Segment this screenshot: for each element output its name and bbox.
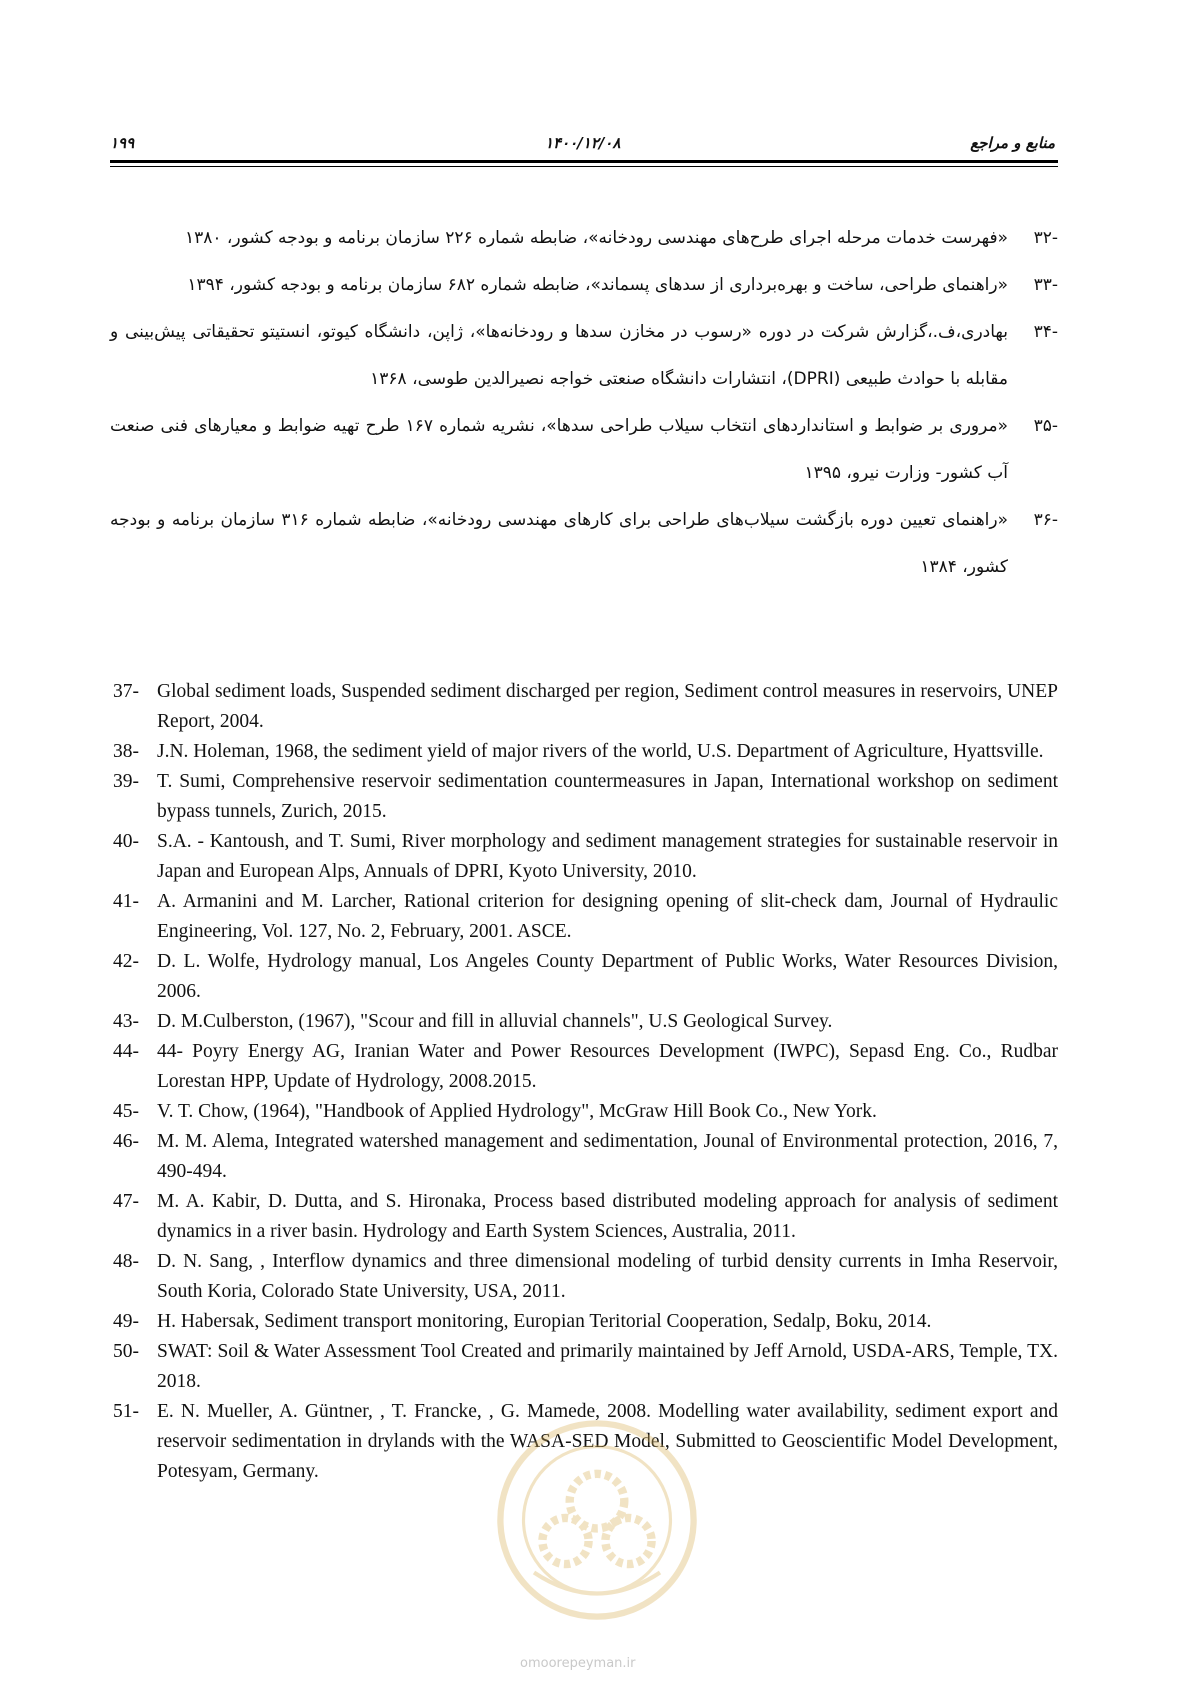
header-date: ۱۴۰۰/۱۲/۰۸ [545, 134, 621, 152]
list-item [113, 1337, 1058, 1397]
list-item [113, 1007, 1058, 1037]
reference-number: 37- [113, 681, 139, 702]
reference-text: E. N. Mueller, A. Güntner, , T. Francke, , G. Mamede, 2008. Modelling water availability, sediment export and reservoir sedimentation in drylands with the WASA-SED Model, Submitted to Geoscientific Model Development, Potesyam, Germany. [157, 1401, 1058, 1482]
header-rule [110, 160, 1058, 163]
reference-text: D. M.Culberston, (1967), "Scour and fill in alluvial channels", U.S Geological Survey. [157, 1011, 833, 1032]
header-rule-thin [110, 166, 1058, 167]
reference-number: 43- [113, 1011, 139, 1032]
reference-number: 45- [113, 1101, 139, 1122]
english-reference-list [113, 677, 1058, 1487]
seal-outer-ring [500, 1423, 693, 1616]
reference-number: 42- [113, 951, 139, 972]
list-item [113, 677, 1058, 737]
reference-number: -۳۲ [1033, 228, 1058, 248]
list-item [113, 1037, 1058, 1097]
reference-number: 50- [113, 1341, 139, 1362]
list-item [113, 1187, 1058, 1247]
seal-inner-ring [524, 1447, 671, 1594]
reference-number: 44- [113, 1041, 139, 1062]
reference-number: 51- [113, 1401, 139, 1422]
list-item [113, 887, 1058, 947]
watermark-seal [492, 1415, 702, 1625]
list-item [113, 1307, 1058, 1337]
reference-text: «مروری بر ضوابط و استانداردهای انتخاب سیلاب طراحی سدها»، نشریه شماره ۱۶۷ طرح تهیه ضوابط و معیارهای فنی صنعت آب کشور- وزارت نیرو، ۱۳۹۵ [110, 416, 1009, 483]
reference-number: 38- [113, 741, 139, 762]
reference-text: J.N. Holeman, 1968, the sediment yield of major rivers of the world, U.S. Department of Agriculture, Hyattsville. [157, 741, 1044, 762]
reference-number: -۳۶ [1033, 510, 1058, 530]
list-item [113, 737, 1058, 767]
wreath-icon [534, 1573, 660, 1594]
page-header [110, 126, 1055, 154]
reference-number: -۳۳ [1033, 275, 1058, 295]
reference-text: H. Habersak, Sediment transport monitoring, Europian Teritorial Cooperation, Sedalp, Boku, 2014. [157, 1311, 932, 1332]
list-item [113, 1247, 1058, 1307]
reference-text: «راهنمای تعیین دوره بازگشت سیلاب‌های طراحی برای کارهای مهندسی رودخانه»، ضابطه شماره ۳۱۶ سازمان برنامه و بودجه کشور، ۱۳۸۴ [110, 510, 1008, 577]
list-item [113, 947, 1058, 1007]
reference-text: 44- Poyry Energy AG, Iranian Water and Power Resources Development (IWPC), Sepasd Eng. Co., Rudbar Lorestan HPP, Update of Hydrology, 2008.2015. [157, 1041, 1058, 1092]
page-number: ۱۹۹ [110, 134, 135, 152]
reference-number: 41- [113, 891, 139, 912]
reference-text: «راهنمای طراحی، ساخت و بهره‌برداری از سدهای پسماند»، ضابطه شماره ۶۸۲ سازمان برنامه و بودجه کشور، ۱۳۹۴ [187, 275, 1008, 295]
list-item [113, 767, 1058, 827]
reference-text: Global sediment loads, Suspended sediment discharged per region, Sediment control measures in reservoirs, UNEP Report, 2004. [157, 681, 1058, 732]
list-item [113, 1127, 1058, 1187]
reference-text: بهادری،ف.،گزارش شرکت در دوره «رسوب در مخازن سدها و رودخانه‌ها»، ژاپن، دانشگاه کیوتو، انستیتو تحقیقاتی پیش‌بینی و مقابله با حوادث طبیعی (DPRI)، انتشارات دانشگاه صنعتی خواجه نصیرالدین طوسی، ۱۳۶۸ [110, 322, 1008, 389]
reference-number: -۳۵ [1033, 416, 1058, 436]
reference-text: A. Armanini and M. Larcher, Rational criterion for designing opening of slit-check dam, Journal of Hydraulic Engineering, Vol. 127, No. 2, February, 2001. ASCE. [157, 891, 1058, 942]
gear-icon [570, 1474, 625, 1529]
section-title: منابع و مراجع [970, 134, 1055, 152]
list-item [113, 827, 1058, 887]
reference-number: -۳۴ [1033, 322, 1058, 342]
list-item [110, 497, 1058, 591]
reference-text: SWAT: Soil & Water Assessment Tool Created and primarily maintained by Jeff Arnold, USDA-ARS, Temple, TX. 2018. [157, 1341, 1058, 1392]
reference-text: «فهرست خدمات مرحله اجرای طرح‌های مهندسی رودخانه»، ضابطه شماره ۲۲۶ سازمان برنامه و بودجه کشور، ۱۳۸۰ [184, 228, 1008, 248]
reference-text: D. L. Wolfe, Hydrology manual, Los Angeles County Department of Public Works, Water Resources Division, 2006. [157, 951, 1058, 1002]
reference-text: S.A. - Kantoush, and T. Sumi, River morphology and sediment management strategies for sustainable reservoir in Japan and European Alps, Annuals of DPRI, Kyoto University, 2010. [157, 831, 1058, 882]
list-item [110, 262, 1058, 309]
reference-text: M. M. Alema, Integrated watershed management and sedimentation, Jounal of Environmental protection, 2016, 7, 490-494. [157, 1131, 1058, 1182]
list-item [110, 309, 1058, 403]
reference-number: 40- [113, 831, 139, 852]
reference-text: D. N. Sang, , Interflow dynamics and three dimensional modeling of turbid density currents in Imha Reservoir, South Koria, Colorado State University, USA, 2011. [157, 1251, 1058, 1302]
reference-number: 49- [113, 1311, 139, 1332]
reference-number: 48- [113, 1251, 139, 1272]
reference-number: 39- [113, 771, 139, 792]
list-item [110, 215, 1058, 262]
reference-text: T. Sumi, Comprehensive reservoir sedimentation countermeasures in Japan, International workshop on sediment bypass tunnels, Zurich, 2015. [157, 771, 1058, 822]
watermark-url: omoorepeyman.ir [520, 1656, 636, 1671]
reference-text: V. T. Chow, (1964), "Handbook of Applied Hydrology", McGraw Hill Book Co., New York. [157, 1101, 877, 1122]
list-item [110, 403, 1058, 497]
reference-number: 47- [113, 1191, 139, 1212]
reference-number: 46- [113, 1131, 139, 1152]
reference-text: M. A. Kabir, D. Dutta, and S. Hironaka, Process based distributed modeling approach for analysis of sediment dynamics in a river basin. Hydrology and Earth System Sciences, Australia, 2011. [157, 1191, 1058, 1242]
list-item [113, 1097, 1058, 1127]
persian-reference-list [110, 215, 1058, 591]
